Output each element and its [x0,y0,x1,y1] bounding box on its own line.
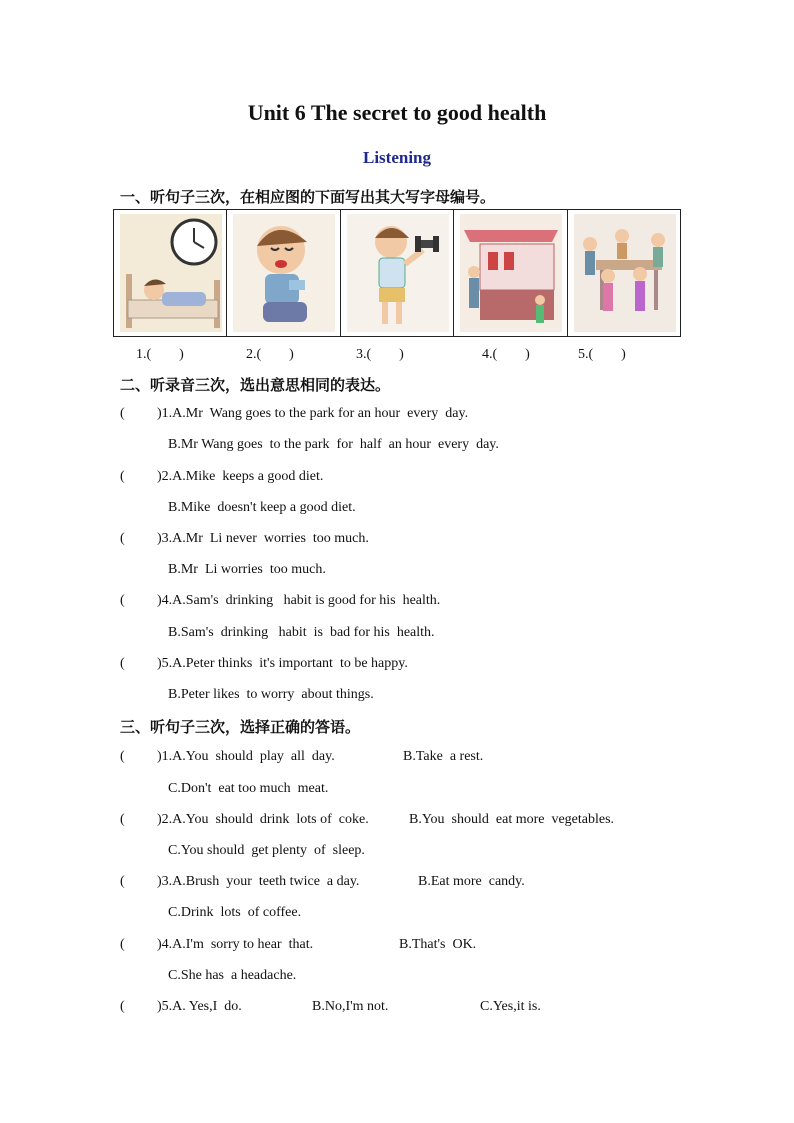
s3-q3-option-a: )3.A.Brush your teeth twice a day. [157,874,360,889]
answer-blank-3[interactable]: 3.( ) [356,347,404,362]
s2-q5-option-b: B.Peter likes to worry about things. [168,687,374,702]
picture-answer-row [0,343,794,363]
s2-q5-option-a: )5.A.Peter thinks it's important to be happy. [157,656,408,671]
picture-cell-5 [568,210,680,336]
answer-paren[interactable]: ( [120,937,125,952]
s2-q1-option-a: )1.A.Mr Wang goes to the park for an hour every day. [157,406,469,421]
answer-paren[interactable]: ( [120,531,125,546]
answer-paren[interactable]: ( [120,469,125,484]
picture-cell-2 [227,210,340,336]
s3-q1-option-b: B.Take a rest. [403,749,484,764]
answer-paren[interactable]: ( [120,812,125,827]
s2-q2-option-a: )2.A.Mike keeps a good diet. [157,469,324,484]
snack-shop-picture [460,214,562,332]
s2-q3-option-b: B.Mr Li worries too much. [168,562,326,577]
picture-cell-1 [114,210,227,336]
s3-q4-option-b: B.That's OK. [399,937,477,952]
picture-cell-3 [341,210,454,336]
answer-blank-4[interactable]: 4.( ) [482,347,530,362]
s2-q4-option-a: )4.A.Sam's drinking habit is good for his health. [157,593,441,608]
s3-q4-option-c: C.She has a headache. [168,968,297,983]
s3-q5-option-a: )5.A. Yes,I do. [157,999,242,1014]
s2-q1-option-b: B.Mr Wang goes to the park for half an hour every day. [168,437,499,452]
sleeping-child-picture [120,214,222,332]
answer-blank-1[interactable]: 1.( ) [136,347,184,362]
s2-q4-option-b: B.Sam's drinking habit is bad for his health. [168,625,435,640]
answer-paren[interactable]: ( [120,749,125,764]
s3-q5-option-b: B.No,I'm not. [312,999,389,1014]
s2-q2-option-b: B.Mike doesn't keep a good diet. [168,500,356,515]
section3-heading: 三、听句子三次，选择正确的答语。 [120,718,361,736]
s3-q2-option-c: C.You should get plenty of sleep. [168,843,365,858]
s2-q3-option-a: )3.A.Mr Li never worries too much. [157,531,369,546]
answer-blank-5[interactable]: 5.( ) [578,347,626,362]
answer-paren[interactable]: ( [120,656,125,671]
answer-paren[interactable]: ( [120,874,125,889]
s3-q2-option-a: )2.A.You should drink lots of coke. [157,812,369,827]
answer-blank-2[interactable]: 2.( ) [246,347,294,362]
picture-cell-4 [454,210,567,336]
picture-table [113,209,681,337]
section1-heading: 一、听句子三次，在相应图的下面写出其大写字母编号。 [120,188,496,206]
s3-q3-option-c: C.Drink lots of coffee. [168,905,302,920]
crying-child-picture [233,214,335,332]
answer-paren[interactable]: ( [120,999,125,1014]
page-subtitle: Listening [362,148,432,167]
s3-q2-option-b: B.You should eat more vegetables. [409,812,615,827]
s3-q5-option-c: C.Yes,it is. [480,999,541,1014]
s3-q1-option-c: C.Don't eat too much meat. [168,781,329,796]
s3-q1-option-a: )1.A.You should play all day. [157,749,335,764]
section2-heading: 二、听录音三次，选出意思相同的表达。 [120,376,391,394]
children-at-table-picture [574,214,676,332]
s3-q4-option-a: )4.A.I'm sorry to hear that. [157,937,314,952]
page-title: Unit 6 The secret to good health [247,100,547,125]
s3-q3-option-b: B.Eat more candy. [418,874,525,889]
boy-with-dumbbell-picture [347,214,449,332]
answer-paren[interactable]: ( [120,593,125,608]
answer-paren[interactable]: ( [120,406,125,421]
